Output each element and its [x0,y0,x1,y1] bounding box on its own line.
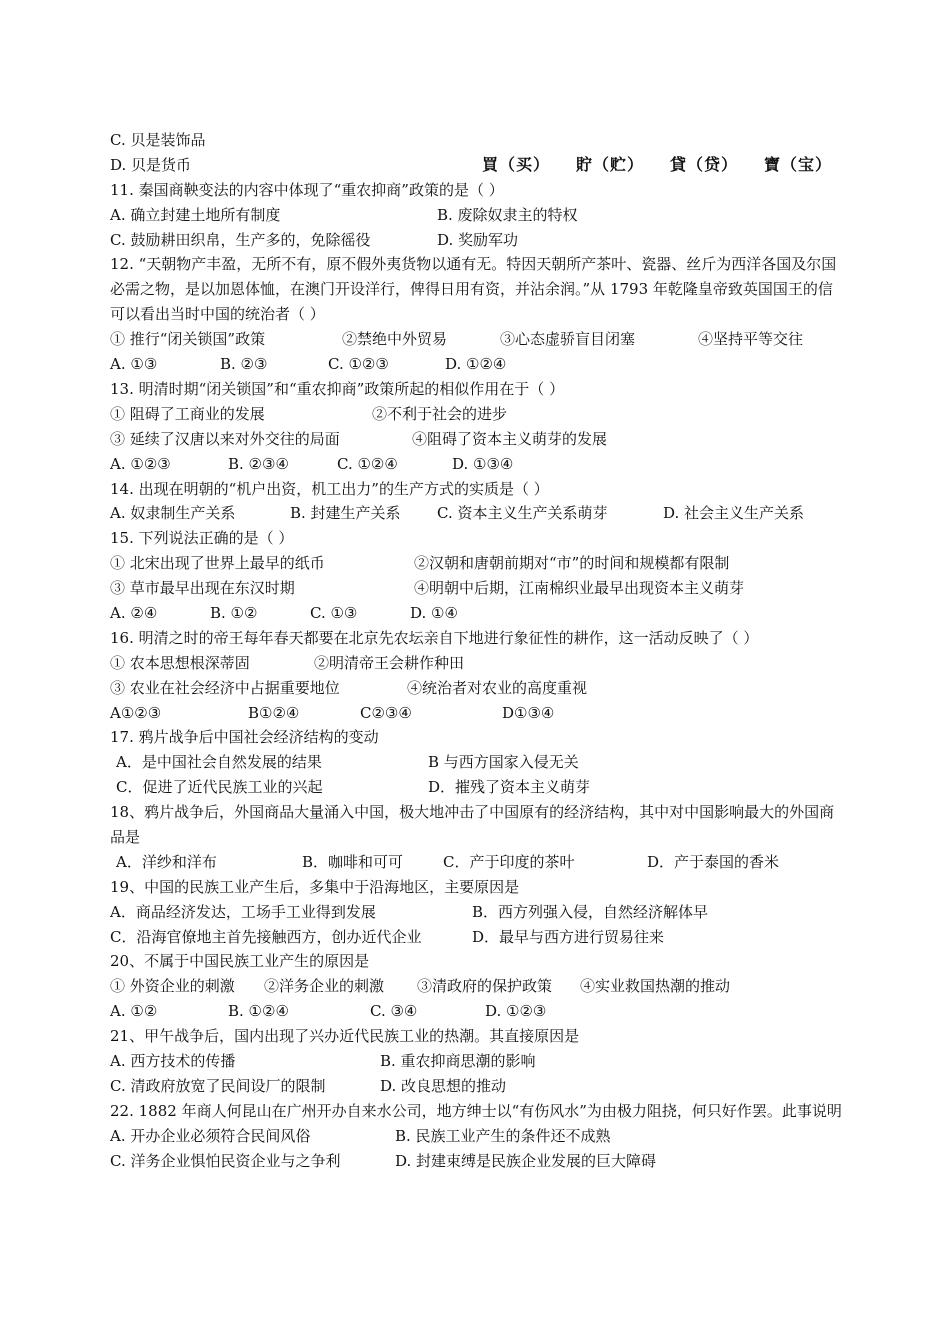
question-15: 15. 下列说法正确的是（ ） [110,529,294,548]
option-line [110,775,845,800]
statement-line [110,974,845,999]
option-c: C. 洋务企业惧怕民资企业与之争利 [110,1151,341,1170]
statement-line [110,402,845,427]
option-d: D．最早与西方进行贸易往来 [472,927,665,946]
option-d: D. 社会主义生产关系 [663,504,805,523]
option-b: B. ②③ [220,355,268,374]
option-line [110,203,845,228]
option-a: A．是中国社会自然发展的结果 [116,753,322,772]
statement-3: ③ 延续了汉唐以来对外交往的局面 [110,429,340,448]
statement-3: ③ 草市最早出现在东汉时期 [110,579,295,598]
statement-line [110,327,845,352]
statement-2: ②不利于社会的进步 [372,404,508,423]
option-line [110,1149,845,1174]
question-16: 16. 明清之时的帝王每年春天都要在北京先农坛亲自下地进行象征性的耕作，这一活动反映了（ ） [110,628,759,647]
option-b: B 与西方国家入侵无关 [428,753,579,772]
statement-2: ②禁绝中外贸易 [342,330,448,349]
glyph-zhu: 貯（贮） [576,154,645,174]
option-line [110,701,845,726]
statement-4: ④统治者对农业的高度重视 [407,678,588,697]
option-b: B. ①② [210,603,258,622]
option-d: D. 封建束缚是民族企业发展的巨大障碍 [395,1151,657,1170]
option-a: A①②③ [110,703,162,722]
option-c: C．促进了近代民族工业的兴起 [116,778,323,797]
option-line [110,501,845,526]
option-a: A．商品经济发达，工场手工业得到发展 [110,902,376,921]
option-a: A. ①② [110,1002,158,1021]
option-c: C. 资本主义生产关系萌芽 [437,504,608,523]
option-d: D. 改良思想的推动 [380,1076,507,1095]
option-c: C. ③④ [370,1002,418,1021]
glyph-mai: 買（买） [482,154,551,174]
option-a: A. ①③ [110,355,158,374]
question-13: 13. 明清时期“闭关锁国”和“重农抑商”政策所起的相似作用在于（ ） [110,379,565,398]
option-c: C②③④ [360,703,412,722]
option-line [110,1049,845,1074]
statement-line [110,651,845,676]
statement-4: ④阻碍了资本主义萌芽的发展 [412,429,608,448]
statement-line [110,576,845,601]
option-a: A．洋纱和洋布 [116,852,217,871]
question-12: 12. “天朝物产丰盈，无所不有，原不假外夷货物以通有无。特因天朝所产茶叶、瓷器、丝斤为西洋各国及尔国必需之物，是以加恩体恤，在澳门开设洋行，俾得日用有资，并沾余润。”从 1793 年乾隆皇帝致英国国王的信可以看出当时中国的统治者（ ） [110,255,837,324]
option-d: D. 奖励军功 [437,230,519,249]
option-line [110,999,845,1024]
option-c: C. ①②③ [328,355,389,374]
option-d: D①③④ [502,703,555,722]
option-d: D. ①②④ [445,355,507,374]
statement-1: ① 外资企业的刺激 [110,977,235,996]
option-b: B. 民族工业产生的条件还不成熟 [395,1126,611,1145]
statement-4: ④坚持平等交往 [698,330,804,349]
option-b: B. 封建生产关系 [290,504,401,523]
statement-3: ③ 农业在社会经济中占据重要地位 [110,678,340,697]
character-examples [482,153,858,178]
statement-1: ① 北宋出现了世界上最早的纸币 [110,554,325,573]
option-line [110,750,845,775]
statement-2: ②明清帝王会耕作种田 [314,653,465,672]
statement-4: ④明朝中后期，江南棉织业最早出现资本主义萌芽 [414,579,745,598]
option-line [110,1074,845,1099]
option-a: A. 开办企业必须符合民间风俗 [110,1126,311,1145]
question-20: 20、不属于中国民族工业产生的原因是 [110,952,370,971]
option-line [110,1124,845,1149]
glyph-dai: 貸（贷） [670,154,739,174]
option-a: A. 西方技术的传播 [110,1052,236,1071]
question-14: 14. 出现在明朝的“机户出资，机工出力”的生产方式的实质是（ ） [110,479,549,498]
option-b: B．咖啡和可可 [302,852,404,871]
question-11: 11. 秦国商鞅变法的内容中体现了“重农抑商”政策的是（ ） [110,180,504,199]
option-line [110,452,845,477]
option-c: C. ①②④ [337,454,398,473]
statement-1: ① 农本思想根深蒂固 [110,653,250,672]
option-b: B. 重农抑商思潮的影响 [380,1052,536,1071]
question-18: 18、鸦片战争后，外国商品大量涌入中国，极大地冲击了中国原有的经济结构，其中对中国影响最大的外国商品是 [110,803,835,847]
option-a: A. ②④ [110,603,158,622]
option-d: D．产于泰国的香米 [647,852,780,871]
option-a: A. 确立封建土地所有制度 [110,205,281,224]
statement-3: ③心态虚骄盲目闭塞 [500,330,636,349]
exam-page [110,128,845,1174]
question-19: 19、中国的民族工业产生后，多集中于沿海地区，主要原因是 [110,877,520,896]
option-c: C. 贝是装饰品 [110,131,206,149]
option-b: B. ②③④ [228,454,289,473]
option-line [110,601,845,626]
statement-line [110,427,845,452]
option-d: D．摧残了资本主义萌芽 [428,778,591,797]
option-line [110,925,845,950]
question-17: 17. 鸦片战争后中国社会经济结构的变动 [110,728,379,747]
option-c: C. 清政府放宽了民间设厂的限制 [110,1076,326,1095]
statement-1: ① 推行“闭关锁国”政策 [110,330,266,349]
option-d: D. ①④ [410,603,458,622]
option-d: D. 贝是货币 [110,155,192,174]
option-d: D. ①②③ [485,1002,547,1021]
option-b: B．西方列强入侵，自然经济解体早 [472,902,709,921]
option-line [110,128,845,153]
option-b: B. 废除奴隶主的特权 [437,205,578,224]
option-b: B①②④ [248,703,300,722]
statement-line [110,551,845,576]
option-line [110,900,845,925]
statement-2: ②汉朝和唐朝前期对“市”的时间和规模都有限制 [414,554,730,573]
option-line [110,850,845,875]
option-c: C．沿海官僚地主首先接触西方，创办近代企业 [110,927,422,946]
option-line [110,352,845,377]
statement-2: ②洋务企业的刺激 [264,977,385,996]
option-d: D. ①③④ [452,454,514,473]
question-21: 21、甲午战争后，国内出现了兴办近代民族工业的热潮。其直接原因是 [110,1027,580,1046]
option-a: A. ①②③ [110,454,171,473]
statement-4: ④实业救国热潮的推动 [580,977,731,996]
option-c: C．产于印度的茶叶 [443,852,575,871]
statement-line [110,676,845,701]
option-a: A. 奴隶制生产关系 [110,504,236,523]
option-b: B. ①②④ [228,1002,289,1021]
glyph-bao: 寶（宝） [764,154,833,174]
option-line [110,153,845,178]
question-22: 22. 1882 年商人何昆山在广州开办自来水公司，地方绅士以“有伤风水”为由极力阻挠，何只好作罢。此事说明 [110,1101,842,1120]
option-line [110,228,845,253]
option-c: C. ①③ [310,603,358,622]
option-c: C. 鼓励耕田织帛，生产多的，免除徭役 [110,230,371,249]
statement-3: ③清政府的保护政策 [417,977,553,996]
statement-1: ① 阻碍了工商业的发展 [110,404,265,423]
